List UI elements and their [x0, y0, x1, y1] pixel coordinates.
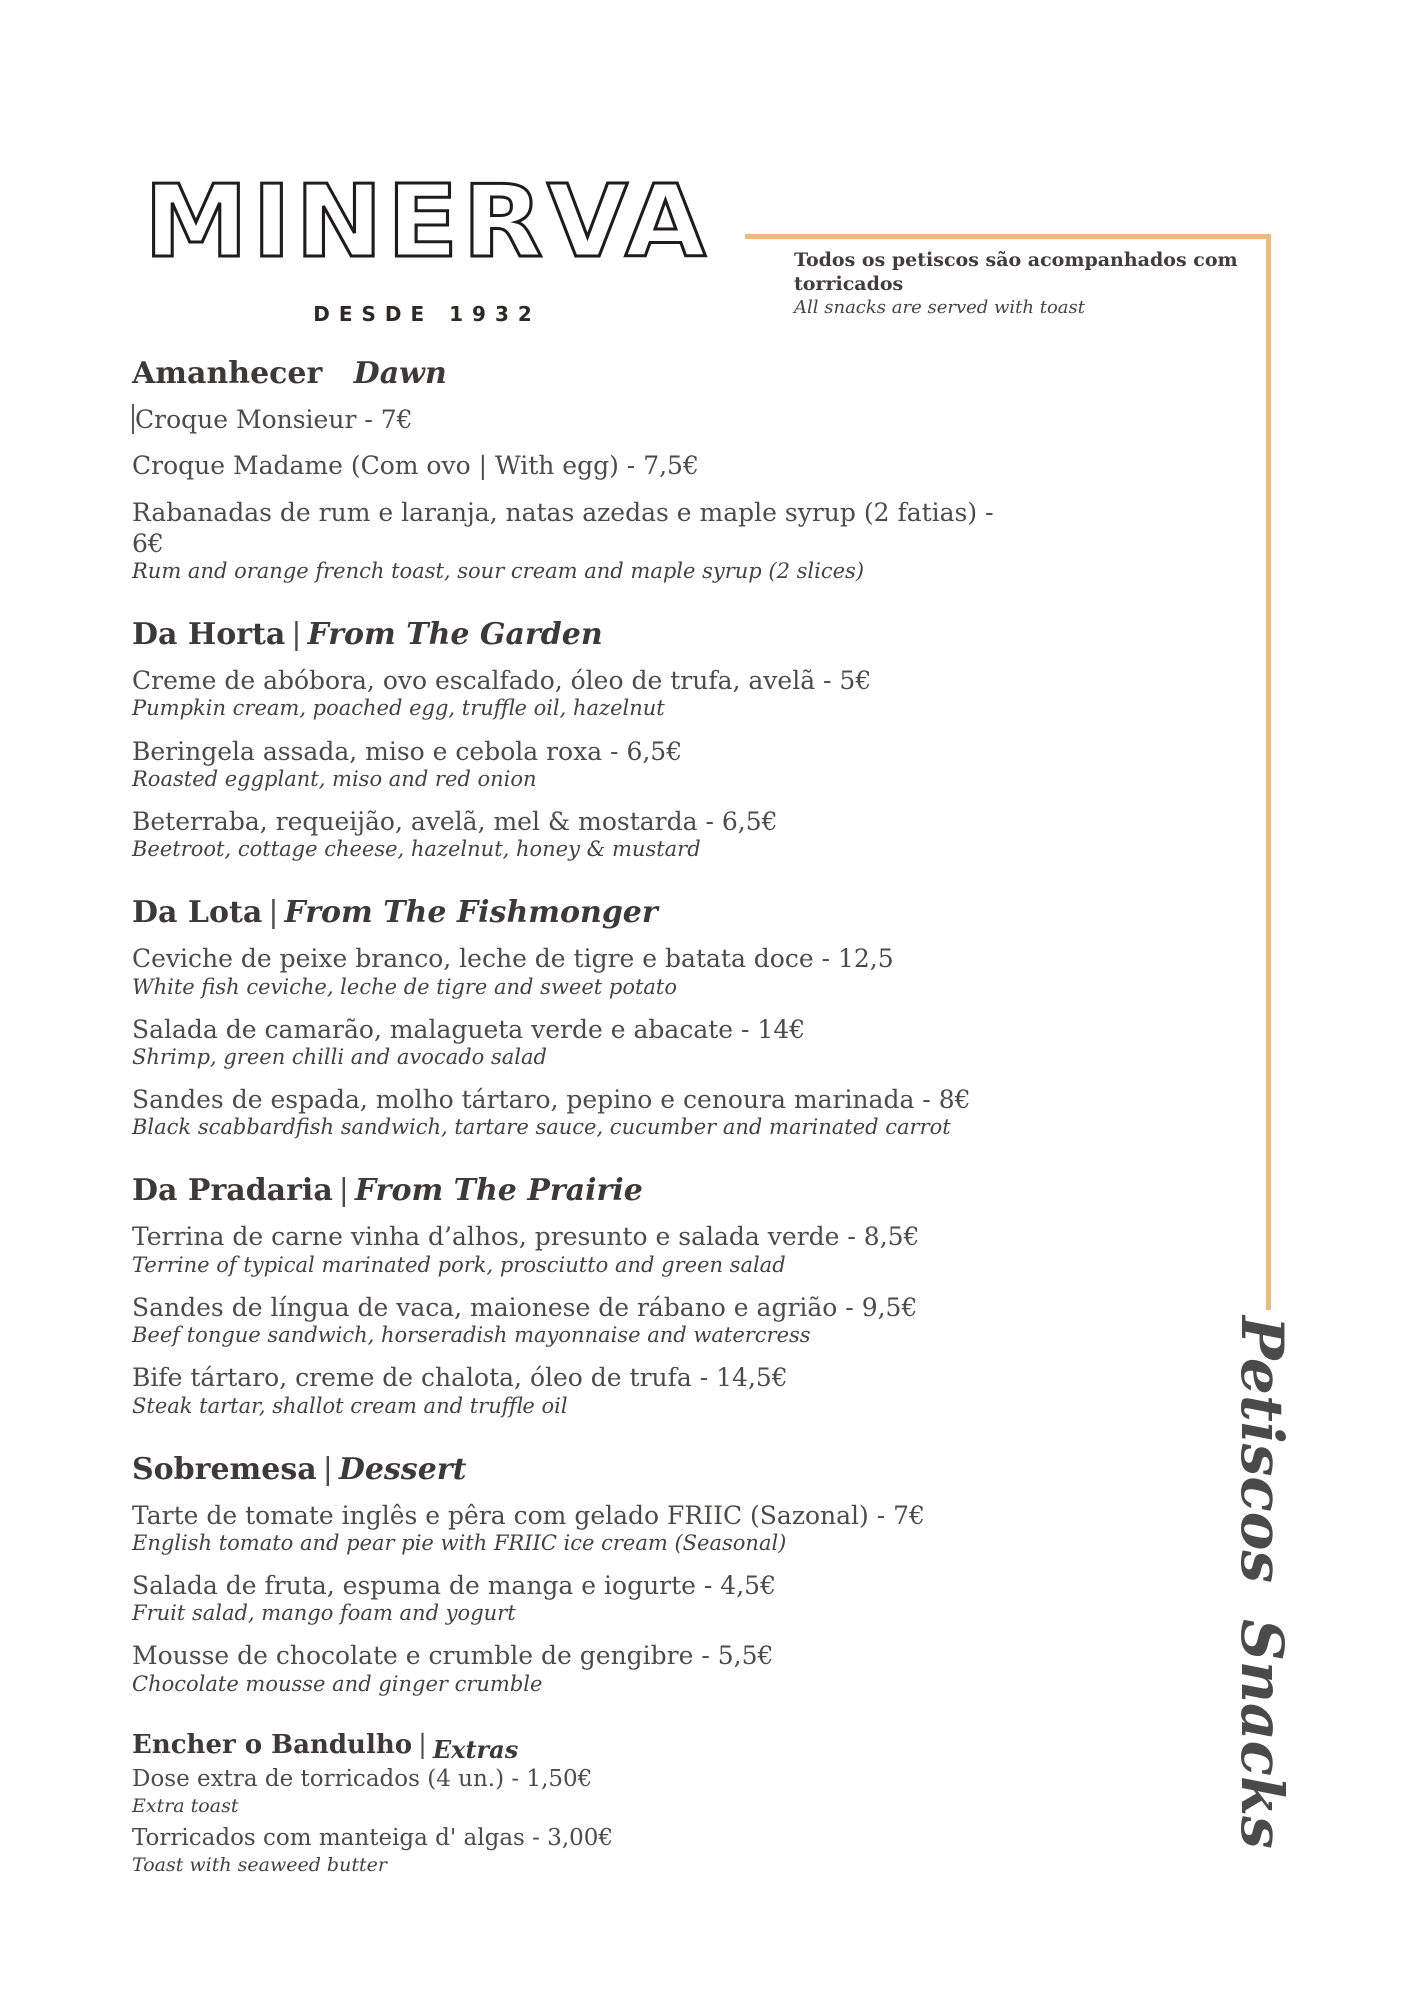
menu-item-translation: Toast with seaweed butter: [132, 1854, 387, 1877]
menu-item-pt: Tarte de tomate inglês e pêra com gelado FRIIC (Sazonal) - 7€: [132, 1500, 925, 1530]
menu-item-pt: Beringela assada, miso e cebola roxa - 6,5€: [132, 736, 683, 766]
minerva-logo-art: [138, 160, 716, 278]
side-label-pt: Petiscos: [1228, 1316, 1296, 1584]
section-heading: [132, 617, 1002, 653]
menu-item-translation: English tomato and pear pie with FRIIC ice cream (Seasonal): [132, 1530, 787, 1555]
menu-item: [132, 404, 1002, 435]
menu-item-translation: Steak tartar, shallot cream and truffle oil: [132, 1393, 568, 1418]
menu-section-sobremesa: [132, 1452, 1002, 1696]
menu-section-amanhecer: [132, 356, 1002, 583]
section-title-pt: Encher o Bandulho: [132, 1729, 413, 1760]
menu-item-translation: Roasted eggplant, miso and red onion: [132, 766, 537, 791]
brand-tagline: DESDE 1932: [313, 302, 541, 326]
stray-text-cursor: [132, 404, 134, 434]
section-heading: [132, 1729, 1002, 1764]
side-label-en: Snacks: [1228, 1619, 1296, 1849]
menu-item: [132, 1221, 1002, 1276]
menu-item: [132, 1765, 1002, 1818]
menu-item-pt: Ceviche de peixe branco, leche de tigre e batata doce - 12,5: [132, 944, 894, 974]
menu-item-pt: Salada de camarão, malagueta verde e abacate - 14€: [132, 1014, 806, 1044]
section-title-en: Dessert: [338, 1451, 467, 1487]
menu-item-translation: Beef tongue sandwich, horseradish mayonnaise and watercress: [132, 1323, 811, 1348]
menu-item-pt: Beterraba, requeijão, avelã, mel & mostarda - 6,5€: [132, 806, 778, 836]
menu-item-pt: Rabanadas de rum e laranja, natas azedas e maple syrup (2 fatias) - 6€: [132, 497, 994, 558]
accent-vertical-line: [1266, 234, 1271, 1310]
menu-item-pt: Croque Madame (Com ovo | With egg) - 7,5€: [132, 451, 699, 481]
menu-item: [132, 450, 1002, 481]
side-category-label: [1228, 1316, 1296, 1976]
section-heading: [132, 895, 1002, 931]
menu-item-pt: Terrina de carne vinha d’alhos, presunto e salada verde - 8,5€: [132, 1222, 920, 1252]
menu-item-translation: Fruit salad, mango foam and yogurt: [132, 1601, 516, 1626]
menu-item: [132, 665, 1002, 720]
section-title-en: From The Prairie: [354, 1173, 643, 1209]
menu-item: [132, 806, 1002, 861]
section-heading: [132, 1173, 1002, 1209]
menu-item-translation: Extra toast: [132, 1794, 239, 1817]
note-en: All snacks are served with toast: [794, 296, 1085, 318]
menu-item: [132, 1640, 1002, 1695]
menu-item: [132, 1014, 1002, 1069]
menu-item-pt: Torricados com manteiga d' algas - 3,00€: [132, 1825, 614, 1852]
heading-divider: |: [291, 617, 302, 653]
note-pt: Todos os petiscos são acompanhados com torricados: [794, 249, 1238, 295]
section-title-pt: Da Horta: [132, 617, 286, 653]
heading-divider: |: [418, 1729, 427, 1760]
snacks-note: [794, 249, 1264, 318]
menu-item-pt: Dose extra de torricados (4 un.) - 1,50€: [132, 1766, 593, 1793]
svg-text:MINERVA: MINERVA: [144, 163, 710, 278]
section-title-en: Dawn: [353, 356, 447, 391]
section-title-pt: Da Lota: [132, 895, 263, 931]
menu-item-pt: Croque Monsieur - 7€: [132, 404, 1002, 435]
menu-item: [132, 1570, 1002, 1625]
minerva-logo: [138, 160, 716, 278]
section-title-pt: Sobremesa: [132, 1451, 317, 1487]
menu-item-translation: Chocolate mousse and ginger crumble: [132, 1671, 543, 1696]
menu-item-pt: Sandes de espada, molho tártaro, pepino e cenoura marinada - 8€: [132, 1085, 971, 1115]
menu-item-pt: Mousse de chocolate e crumble de gengibre - 5,5€: [132, 1641, 774, 1671]
menu-item-translation: Terrine of typical marinated pork, prosciutto and green salad: [132, 1252, 786, 1277]
heading-divider: |: [338, 1173, 349, 1209]
menu-item-pt: Bife tártaro, creme de chalota, óleo de trufa - 14,5€: [132, 1363, 788, 1393]
menu-item-pt: Sandes de língua de vaca, maionese de rábano e agrião - 9,5€: [132, 1292, 918, 1322]
section-heading: [132, 1452, 1002, 1488]
menu-item: [132, 736, 1002, 791]
menu-section-da-horta: [132, 617, 1002, 861]
menu-item-pt: Creme de abóbora, ovo escalfado, óleo de trufa, avelã - 5€: [132, 666, 872, 696]
menu-item-translation: Shrimp, green chilli and avocado salad: [132, 1044, 547, 1069]
menu-item: [132, 1084, 1002, 1139]
heading-divider: |: [322, 1451, 333, 1487]
section-title-pt: Amanhecer: [132, 356, 323, 391]
menu-item: [132, 1292, 1002, 1347]
menu-item-translation: Rum and orange french toast, sour cream and maple syrup (2 slices): [132, 559, 865, 583]
section-title-en: From The Garden: [307, 617, 603, 653]
menu-section-da-lota: [132, 895, 1002, 1139]
accent-horizontal-line: [745, 234, 1269, 239]
menu-content: [132, 356, 1002, 1912]
heading-divider: |: [268, 895, 279, 931]
menu-item-translation: Black scabbardfish sandwich, tartare sauce, cucumber and marinated carrot: [132, 1115, 951, 1140]
section-heading: [132, 356, 1002, 392]
menu-section-extras: [132, 1730, 1002, 1878]
menu-item: [132, 1500, 1002, 1555]
menu-item-translation: Beetroot, cottage cheese, hazelnut, honey & mustard: [132, 837, 701, 862]
menu-item: [132, 943, 1002, 998]
section-title-en: From The Fishmonger: [284, 895, 658, 931]
menu-item: [132, 1362, 1002, 1417]
section-title-pt: Da Pradaria: [132, 1173, 333, 1209]
menu-section-da-pradaria: [132, 1173, 1002, 1417]
menu-item-translation: Pumpkin cream, poached egg, truffle oil, hazelnut: [132, 696, 665, 721]
menu-item: [132, 497, 1002, 584]
menu-item: [132, 1824, 1002, 1877]
menu-item-translation: White fish ceviche, leche de tigre and sweet potato: [132, 974, 678, 999]
menu-item-pt: Salada de fruta, espuma de manga e iogurte - 4,5€: [132, 1571, 776, 1601]
section-title-en: Extras: [432, 1734, 519, 1764]
